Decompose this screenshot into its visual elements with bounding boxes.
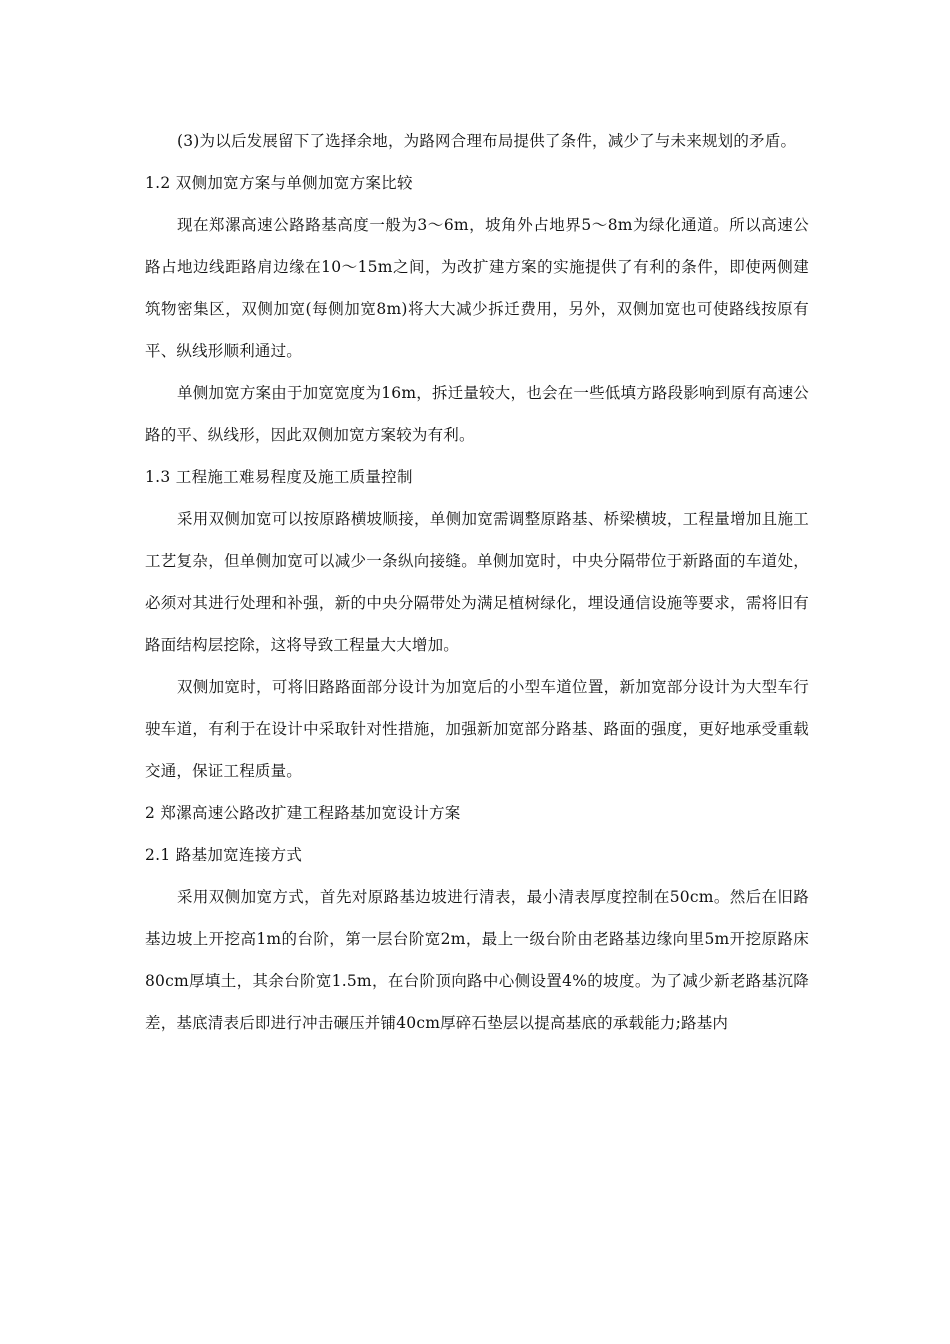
heading-1-3: 1.3 工程施工难易程度及施工质量控制	[145, 468, 413, 486]
paragraph-double-side-quality: 双侧加宽时，可将旧路路面部分设计为加宽后的小型车道位置，新加宽部分设计为大型车行驶车道，有利于在设计中采取针对性措施，加强新加宽部分路基、路面的强度，更好地承受重载交通，保证工程质量。	[145, 678, 809, 780]
paragraph-single-side: 单侧加宽方案由于加宽宽度为16m，拆迁量较大，也会在一些低填方路段影响到原有高速公路的平、纵线形，因此双侧加宽方案较为有利。	[145, 384, 809, 444]
heading-1-2: 1.2 双侧加宽方案与单侧加宽方案比较	[145, 174, 413, 192]
heading-2: 2 郑漯高速公路改扩建工程路基加宽设计方案	[145, 804, 461, 822]
heading-2-1: 2.1 路基加宽连接方式	[145, 846, 303, 864]
document-body	[145, 120, 809, 1044]
paragraph-construction-difficulty: 采用双侧加宽可以按原路横坡顺接，单侧加宽需调整原路基、桥梁横坡，工程量增加且施工工艺复杂，但单侧加宽可以减少一条纵向接缝。单侧加宽时，中央分隔带位于新路面的车道处，必须对其进行处理和补强，新的中央分隔带处为满足植树绿化，埋设通信设施等要求，需将旧有路面结构层挖除，这将导致工程量大大增加。	[145, 510, 809, 654]
paragraph-widening-connection: 采用双侧加宽方式，首先对原路基边坡进行清表，最小清表厚度控制在50cm。然后在旧路基边坡上开挖高1m的台阶，第一层台阶宽2m，最上一级台阶由老路基边缘向里5m开挖原路床80cm厚填土，其余台阶宽1.5m，在台阶顶向路中心侧设置4%的坡度。为了减少新老路基沉降差，基底清表后即进行冲击碾压并铺40cm厚碎石垫层以提高基底的承载能力;路基内	[145, 888, 809, 1032]
paragraph-roadbed-height: 现在郑漯高速公路路基高度一般为3～6m，坡角外占地界5～8m为绿化通道。所以高速公路占地边线距路肩边缘在10～15m之间，为改扩建方案的实施提供了有利的条件，即使两侧建筑物密集区，双侧加宽(每侧加宽8m)将大大减少拆迁费用，另外，双侧加宽也可使路线按原有平、纵线形顺利通过。	[145, 216, 809, 360]
paragraph-future-development: (3)为以后发展留下了选择余地，为路网合理布局提供了条件，减少了与未来规划的矛盾。	[177, 132, 797, 150]
